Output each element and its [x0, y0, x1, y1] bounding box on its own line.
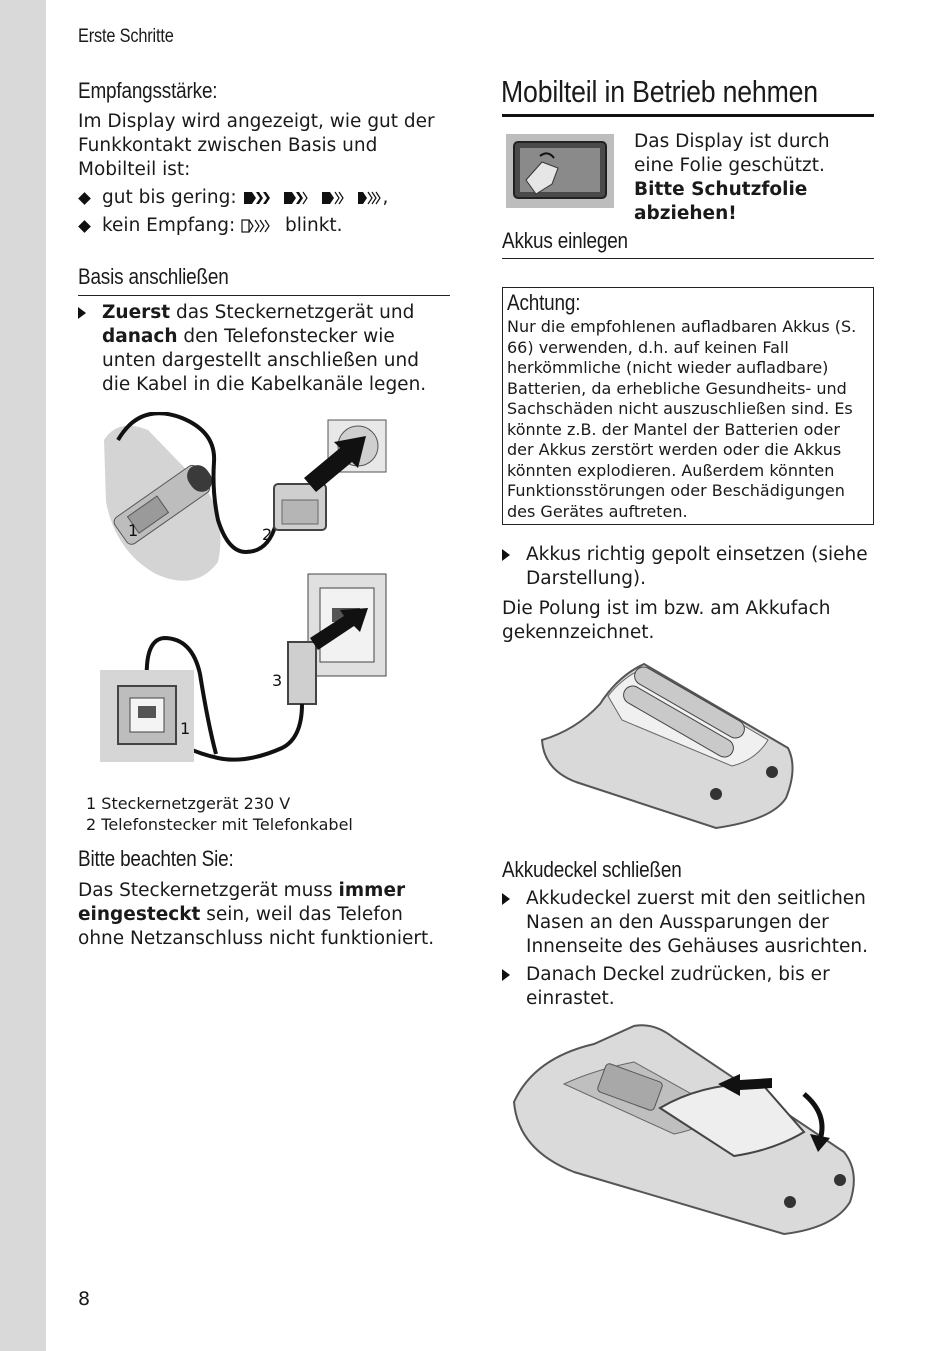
note-text-2: sein, weil das Telefon ohne Netzanschluss nicht funktioniert.	[78, 904, 435, 949]
section-title: Mobilteil in Betrieb nehmen	[501, 74, 818, 109]
batteries-heading: Akkus einlegen	[502, 228, 628, 253]
signal-heading: Empfangsstärke:	[78, 78, 218, 103]
page-number: 8	[78, 1288, 91, 1310]
callout-1: 1	[128, 521, 139, 540]
film-text	[634, 130, 874, 226]
legend-number: 2	[86, 815, 97, 834]
callout-1b: 1	[180, 719, 191, 738]
note-text-1: Das Steckernetzgerät muss	[78, 880, 339, 901]
note-heading: Bitte beachten Sie:	[78, 846, 234, 871]
section-title-rule	[502, 114, 874, 117]
cover-step-1	[502, 887, 874, 959]
note-emph: immer eingesteckt	[78, 880, 406, 925]
cover-step-2-text: Danach Deckel zudrücken, bis er einrastet.	[526, 964, 830, 1009]
connect-heading-rule	[78, 295, 450, 296]
figure-legend-1	[86, 794, 290, 815]
legend-text: Steckernetzgerät 230 V	[101, 794, 291, 813]
step-arrow-icon	[502, 969, 510, 981]
no-signal-icon	[241, 218, 279, 234]
step-arrow-icon	[78, 307, 86, 319]
connect-heading: Basis anschließen	[78, 264, 229, 289]
legend-number: 1	[86, 794, 97, 813]
batteries-step	[502, 543, 874, 591]
base-connection-illustration	[96, 412, 396, 782]
diamond-bullet-icon	[78, 220, 91, 233]
cover-step-2	[502, 963, 874, 1011]
connect-step-text-1: das Steckernetzgerät und	[170, 302, 415, 323]
display-film-illustration	[506, 134, 614, 208]
diamond-bullet-icon	[78, 192, 91, 205]
figure-legend-2	[86, 815, 353, 836]
page-margin-bar	[0, 0, 46, 1351]
step-arrow-icon	[502, 549, 510, 561]
film-text-1: Das Display ist durch eine Folie geschützt.	[634, 131, 830, 176]
note-text	[78, 879, 450, 951]
running-header: Erste Schritte	[78, 26, 174, 47]
signal-bullet-label: gut bis gering:	[102, 187, 237, 208]
connect-step	[78, 301, 450, 397]
signal-bullet-good	[78, 186, 458, 211]
connect-step-text-2: den Telefonstecker wie unten dargestellt anschließen und die Kabel in die Kabelkanäle legen.	[102, 326, 427, 395]
step-arrow-icon	[502, 893, 510, 905]
warning-heading: Achtung:	[507, 290, 581, 315]
battery-cover-illustration	[504, 1022, 860, 1236]
callout-2: 2	[262, 525, 273, 544]
callout-3: 3	[272, 671, 283, 690]
connect-step-emph-1: Zuerst	[102, 302, 171, 323]
legend-text: Telefonstecker mit Telefonkabel	[101, 815, 353, 834]
batteries-heading-rule	[502, 258, 874, 259]
polarity-text: Die Polung ist im bzw. am Akkufach gekennzeichnet.	[502, 598, 831, 643]
signal-intro: Im Display wird angezeigt, wie gut der Funkkontakt zwischen Basis und Mobilteil ist:	[78, 111, 435, 180]
signal-strength-icons	[242, 190, 382, 206]
film-emph: Bitte Schutzfolie abziehen!	[634, 179, 808, 224]
warning-text: Nur die empfohlenen aufladbaren Akkus (S. 66) verwenden, d.h. auf keinen Fall herkömmliche (nicht wieder aufladbare) Batterien, da erhebliche Gesundheits- und Sachschäden nicht auszuschließen sind. Es könnte z.B. der Mantel der Batterien oder der Akkus zerstört werden oder die Akkus könnten explodieren. Außerdem könnten Funktionsstörungen oder Beschädigungen des Gerätes auftreten.	[507, 317, 857, 521]
cover-step-1-text: Akkudeckel zuerst mit den seitlichen Nasen an den Aussparungen der Innenseite des Gehäuses ausrichten.	[526, 888, 868, 957]
battery-insert-illustration	[536, 660, 798, 832]
signal-bullet-suffix: ,	[382, 187, 389, 208]
connect-step-emph-2: danach	[102, 326, 178, 347]
signal-bullet-label: kein Empfang:	[102, 215, 236, 236]
signal-bullet-none	[78, 214, 458, 239]
signal-bullet-suffix: blinkt.	[284, 215, 343, 236]
batteries-step-text: Akkus richtig gepolt einsetzen (siehe Darstellung).	[526, 544, 868, 589]
cover-heading: Akkudeckel schließen	[502, 857, 682, 882]
